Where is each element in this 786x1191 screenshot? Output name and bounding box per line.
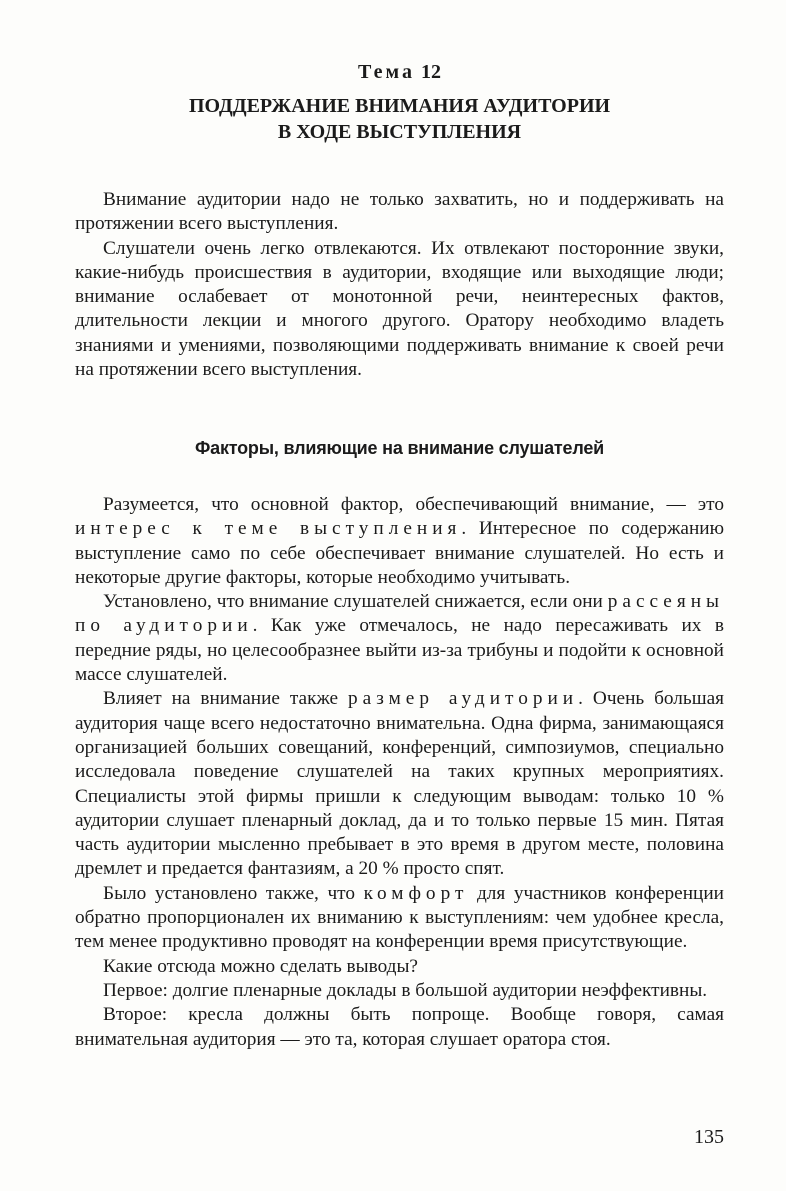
- emphasis-audience-size: размер аудитории: [348, 688, 579, 710]
- intro-text: [75, 188, 724, 382]
- emphasis-scattered: рассеяны по аудитории: [75, 591, 724, 637]
- intro-paragraph-1: Внимание аудитории надо не только захватить, но и поддерживать на протяжении всего выступления.: [75, 189, 724, 235]
- paragraph-4-start: Было установлено также, что: [103, 882, 364, 904]
- emphasis-comfort: комфорт: [363, 882, 469, 904]
- section-heading: Факторы, влияющие на внимание слушателей: [194, 438, 605, 458]
- intro-paragraph-2: Слушатели очень легко отвлекаются. Их отвлекают посторонние звуки, какие-нибудь происшествия в аудитории, входящие или выходящие люди; внимание ослабевает от монотонной речи, неинтересных фактов, длительности лекции и многого другого. Оратору необходимо владеть знаниями и умениями, позволяющими поддерживать внимание к своей речи на протяжении всего выступления.: [75, 237, 724, 381]
- paragraph-3-end: . Очень большая аудитория чаще всего недостаточно внимательна. Одна фирма, занимающаяся организацией больших совещаний, конференций, симпозиумов, специально исследовала поведение слушателей на таких крупных мероприятиях. Специалисты этой фирмы пришли к следующим выводам: только 10 % аудитории слушает пленарный доклад, да и то только первые 15 мин. Пятая часть аудитории мысленно пребывает в это время в другом месте, половина дремлет и предается фантазиям, а 20 % просто спят.: [75, 688, 724, 880]
- page-number: 135: [694, 1126, 724, 1148]
- emphasis-interest: интерес к теме выступления: [75, 518, 462, 540]
- paragraph-1-end: . Интересное по содержанию выступление само по себе обеспечивает внимание слушателей. Но есть и некоторые другие факторы, которые необходимо учитывать.: [75, 518, 724, 588]
- section-text: [75, 493, 724, 1052]
- topic-word: Тема: [358, 61, 415, 83]
- paragraph-2-start: Установлено, что внимание слушателей снижается, если они: [103, 591, 608, 613]
- section-paragraph-1: [75, 493, 724, 590]
- chapter-title: [75, 93, 724, 145]
- chapter-title-line-1: ПОДДЕРЖАНИЕ ВНИМАНИЯ АУДИТОРИИ: [188, 95, 611, 117]
- section-paragraph-2: [75, 590, 724, 687]
- section-paragraph-5: Какие отсюда можно сделать выводы?: [103, 955, 418, 977]
- paragraph-2-end: . Как уже отмечалось, не надо пересаживать их в передние ряды, но целесообразнее выйти из-за трибуны и подойти к основной массе слушателей.: [75, 615, 724, 686]
- paragraph-1-start: Разумеется, что основной фактор, обеспечивающий внимание, — это: [103, 494, 724, 515]
- section-paragraph-4: [75, 882, 724, 955]
- section-paragraph-3: [75, 687, 724, 881]
- section-paragraph-7: Второе: кресла должны быть попроще. Вообще говоря, самая внимательная аудитория — это та, которая слушает оратора стоя.: [75, 1004, 724, 1050]
- section-paragraph-6: Первое: долгие пленарные доклады в большой аудитории неэффективны.: [103, 979, 708, 1001]
- paragraph-3-start: Влияет на внимание также: [103, 688, 349, 710]
- chapter-title-line-2: В ХОДЕ ВЫСТУПЛЕНИЯ: [277, 121, 522, 143]
- paragraph-4-end: для участников конференции обратно пропорционален их вниманию к выступлениям: чем удобнее кресла, тем менее продуктивно проводят на конференции время присутствующие.: [75, 882, 724, 953]
- topic-label: [75, 60, 724, 84]
- topic-number: 12: [420, 61, 441, 83]
